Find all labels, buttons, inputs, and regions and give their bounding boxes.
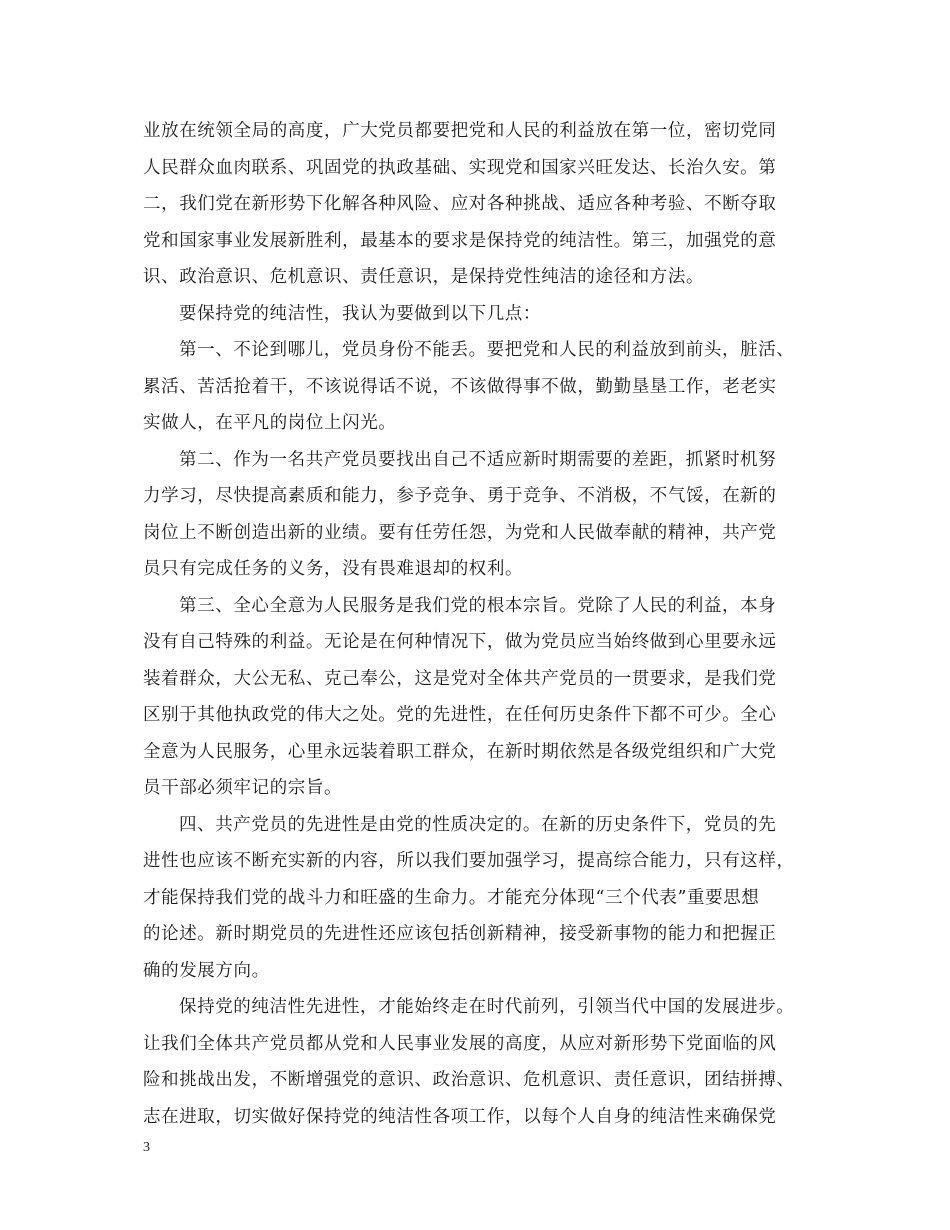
text-line: 才能保持我们党的战斗力和旺盛的生命力。才能充分体现“三个代表”重要思想 [143,887,760,908]
document-body [143,113,823,1135]
text-line: 员干部必须牢记的宗旨。 [143,778,343,798]
text-line: 第三、全心全意为人民服务是我们党的根本宗旨。党除了人民的利益，本身 [179,595,777,616]
text-line: 进性也应该不断充实新的内容，所以我们要加强学习，提高综合能力，只有这样， [143,851,795,871]
page-number: 3 [143,1140,150,1155]
text-line: 志在进取，切实做好保持党的纯洁性各项工作，以每个人自身的纯洁性来确保党 [143,1106,777,1127]
text-line: 识、政治意识、危机意识、责任意识，是保持党性纯洁的途径和方法。 [143,267,705,287]
text-line: 党和国家事业发展新胜利，最基本的要求是保持党的纯洁性。第三，加强党的意 [143,230,777,251]
text-line: 的论述。新时期党员的先进性还应该包括创新精神，接受新事物的能力和把握正 [143,924,777,944]
text-line: 员只有完成任务的义务，没有畏难退却的权利。 [143,559,524,579]
text-line: 要保持党的纯洁性，我认为要做到以下几点： [179,303,541,324]
text-line: 四、共产党员的先进性是由党的性质决定的。在新的历史条件下，党员的先 [179,814,777,835]
text-line: 保持党的纯洁性先进性，才能始终走在时代前列，引领当代中国的发展进步。 [179,997,795,1017]
text-line: 没有自己特殊的利益。无论是在何种情况下，做为党员应当始终做到心里要永远 [143,632,777,652]
text-line: 岗位上不断创造出新的业绩。要有任劳任怨，为党和人民做奉献的精神，共产党 [143,522,777,543]
text-line: 二，我们党在新形势下化解各种风险、应对各种挑战、适应各种考验、不断夺取 [143,194,777,214]
text-line: 业放在统领全局的高度，广大党员都要把党和人民的利益放在第一位，密切党同 [143,121,777,141]
text-line: 险和挑战出发，不断增强党的意识、政治意识、危机意识、责任意识，团结拼搏、 [143,1070,795,1090]
text-line: 第一、不论到哪儿，党员身份不能丢。要把党和人民的利益放到前头，脏活、 [179,340,795,360]
text-line: 力学习，尽快提高素质和能力，参予竞争、勇于竞争、不消极，不气馁，在新的 [143,486,777,506]
text-line: 让我们全体共产党员都从党和人民事业发展的高度，从应对新形势下党面临的风 [143,1033,777,1054]
text-line: 区别于其他执政党的伟大之处。党的先进性，在任何历史条件下都不可少。全心 [143,705,777,725]
text-line: 确的发展方向。 [143,960,270,981]
text-line: 累活、苦活抢着干，不该说得话不说，不该做得事不做，勤勤垦垦工作，老老实 [143,376,777,397]
text-line: 第二、作为一名共产党员要找出自己不适应新时期需要的差距，抓紧时机努 [179,449,777,470]
text-line: 人民群众血肉联系、巩固党的执政基础、实现党和国家兴旺发达、长治久安。第 [143,157,777,178]
text-line: 实做人，在平凡的岗位上闪光。 [143,413,397,433]
text-line: 全意为人民服务，心里永远装着职工群众，在新时期依然是各级党组织和广大党 [143,741,777,762]
text-line: 装着群众，大公无私、克己奉公，这是党对全体共产党员的一贯要求，是我们党 [143,668,777,689]
